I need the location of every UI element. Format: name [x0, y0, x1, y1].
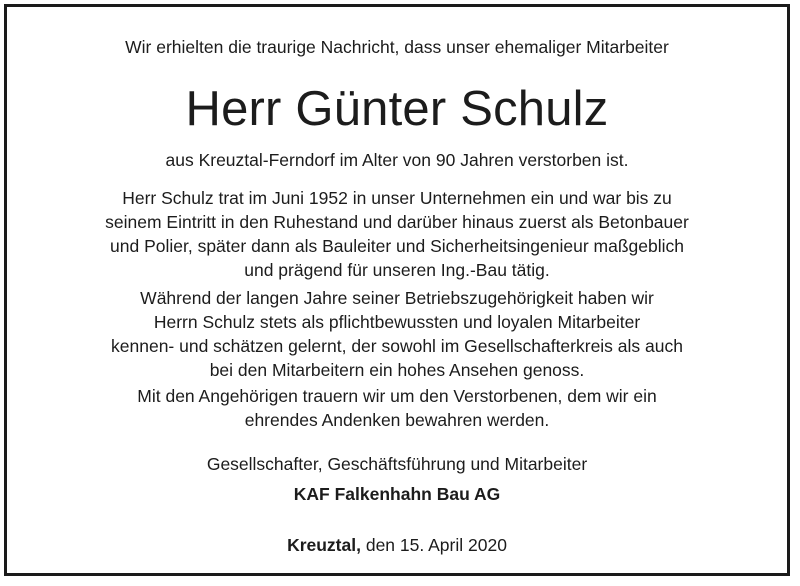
- paragraph-line: Herrn Schulz stets als pflichtbewussten und loyalen Mitarbeiter: [153, 312, 641, 332]
- dateline-place: Kreuztal,: [287, 535, 361, 555]
- dateline-date: den 15. April 2020: [365, 535, 507, 555]
- condolence-paragraph: [7, 384, 787, 432]
- paragraph-line: Mit den Angehörigen trauern wir um den Verstorbenen, dem wir ein: [137, 386, 657, 406]
- paragraph-line: bei den Mitarbeitern ein hohes Ansehen genoss.: [209, 360, 585, 380]
- career-paragraph: [7, 186, 787, 282]
- deceased-name: Herr Günter Schulz: [185, 82, 609, 136]
- obituary-notice: [4, 4, 790, 576]
- intro-text: Wir erhielten die traurige Nachricht, dass unser ehemaliger Mitarbeiter: [125, 37, 669, 57]
- paragraph-line: und Polier, später dann als Bauleiter und Sicherheitsingenieur maßgeblich: [110, 236, 684, 256]
- paragraph-line: kennen- und schätzen gelernt, der sowohl im Gesellschafterkreis als auch: [111, 336, 683, 356]
- appreciation-paragraph: [7, 286, 787, 382]
- paragraph-line: ehrendes Andenken bewahren werden.: [244, 410, 550, 430]
- dateline: [7, 535, 787, 556]
- paragraph-line: seinem Eintritt in den Ruhestand und darüber hinaus zuerst als Betonbauer: [105, 212, 689, 232]
- paragraph-line: Herr Schulz trat im Juni 1952 in unser Unternehmen ein und war bis zu: [122, 188, 672, 208]
- paragraph-line: Während der langen Jahre seiner Betriebszugehörigkeit haben wir: [140, 288, 654, 308]
- signature-line: Gesellschafter, Geschäftsführung und Mitarbeiter: [206, 454, 588, 474]
- origin-age-text: aus Kreuztal-Ferndorf im Alter von 90 Jahren verstorben ist.: [165, 150, 629, 170]
- paragraph-line: und prägend für unseren Ing.-Bau tätig.: [244, 260, 550, 280]
- company-name: KAF Falkenhahn Bau AG: [293, 484, 501, 504]
